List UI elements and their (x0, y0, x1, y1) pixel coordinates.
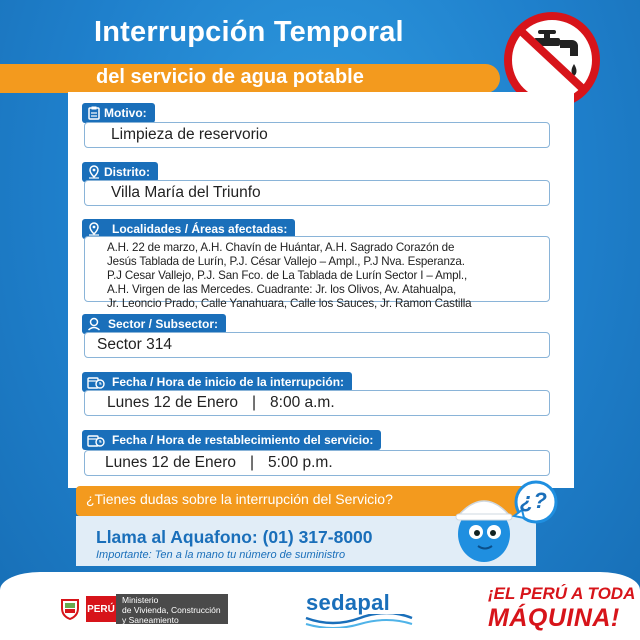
page-subtitle: del servicio de agua potable (96, 66, 364, 88)
distrito-label-text: Distrito: (104, 165, 150, 179)
calendar-clock-icon (87, 433, 105, 447)
area-line: P.J Cesar Vallejo, P.J. San Fco. de La Tablada de Lurín Sector I – Ampl., (107, 269, 468, 282)
calendar-clock-icon (87, 375, 105, 389)
restablecimiento-time: 5:00 p.m. (268, 454, 333, 471)
localidades-field (84, 236, 550, 310)
sector-field: Sector 314 (84, 332, 550, 358)
localidades-label-text: Localidades / Áreas afectadas: (112, 222, 288, 236)
restablecimiento-field (84, 450, 550, 476)
peru-seal-icon (58, 596, 82, 620)
wave-icon (304, 614, 414, 628)
inicio-field (84, 390, 550, 416)
inicio-label-text: Fecha / Hora de inicio de la interrupción: (112, 375, 345, 389)
clipboard-icon (87, 106, 101, 120)
question-text: ¿Tienes dudas sobre la interrupción del Servicio? (86, 491, 393, 507)
restablecimiento-label (82, 430, 381, 450)
sedapal-logo: sedapal (306, 590, 391, 615)
location-pin-icon (87, 165, 101, 179)
area-line: Jr. Leoncio Prado, Calle Yanahuara, Calle los Sauces, Jr. Ramon Castilla (107, 297, 472, 310)
contact-note: Importante: Ten a la mano tu número de suministro (96, 549, 346, 561)
distrito-field: Villa María del Triunfo (84, 180, 550, 206)
aquafono-phone[interactable]: Llama al Aquafono: (01) 317-8000 (96, 527, 373, 547)
restablecimiento-label-text: Fecha / Hora de restablecimiento del servicio: (112, 433, 374, 447)
inicio-separator: | (252, 394, 257, 411)
inicio-label (82, 372, 352, 392)
slogan-line-1: ¡EL PERÚ A TODA (488, 584, 636, 603)
mascot-bubble-text: ¿? (520, 488, 547, 513)
ministry-line: y Saneamiento (122, 615, 179, 625)
ministry-line: Ministerio (122, 595, 159, 605)
restablecimiento-separator: | (250, 454, 255, 471)
inicio-time: 8:00 a.m. (270, 394, 335, 411)
peru-logo: PERÚ (86, 596, 116, 622)
inicio-date: Lunes 12 de Enero (107, 394, 238, 411)
area-line: Jesús Tablada de Lurín, P.J. César Vallejo – Ampl., P.J Nva. Esperanza. (107, 255, 465, 268)
area-line: A.H. Virgen de las Mercedes. Cuadrante: Jr. los Olivos, Av. Atahualpa, (107, 283, 457, 296)
page-title: Interrupción Temporal (94, 16, 404, 48)
area-line: A.H. 22 de marzo, A.H. Chavín de Huántar, A.H. Sagrado Corazón de (107, 241, 455, 254)
slogan-line-2: MÁQUINA! (488, 604, 620, 632)
restablecimiento-date: Lunes 12 de Enero (105, 454, 236, 471)
user-pin-icon (87, 317, 101, 331)
ministry-logo (116, 594, 228, 624)
motivo-field: Limpieza de reservorio (84, 122, 550, 148)
ministry-line: de Vivienda, Construcción (122, 605, 221, 615)
location-pin-icon (87, 222, 101, 236)
sector-label-text: Sector / Subsector: (108, 317, 219, 331)
motivo-label (82, 103, 155, 123)
sector-label (82, 314, 226, 334)
distrito-label (82, 162, 158, 182)
motivo-label-text: Motivo: (104, 106, 147, 120)
